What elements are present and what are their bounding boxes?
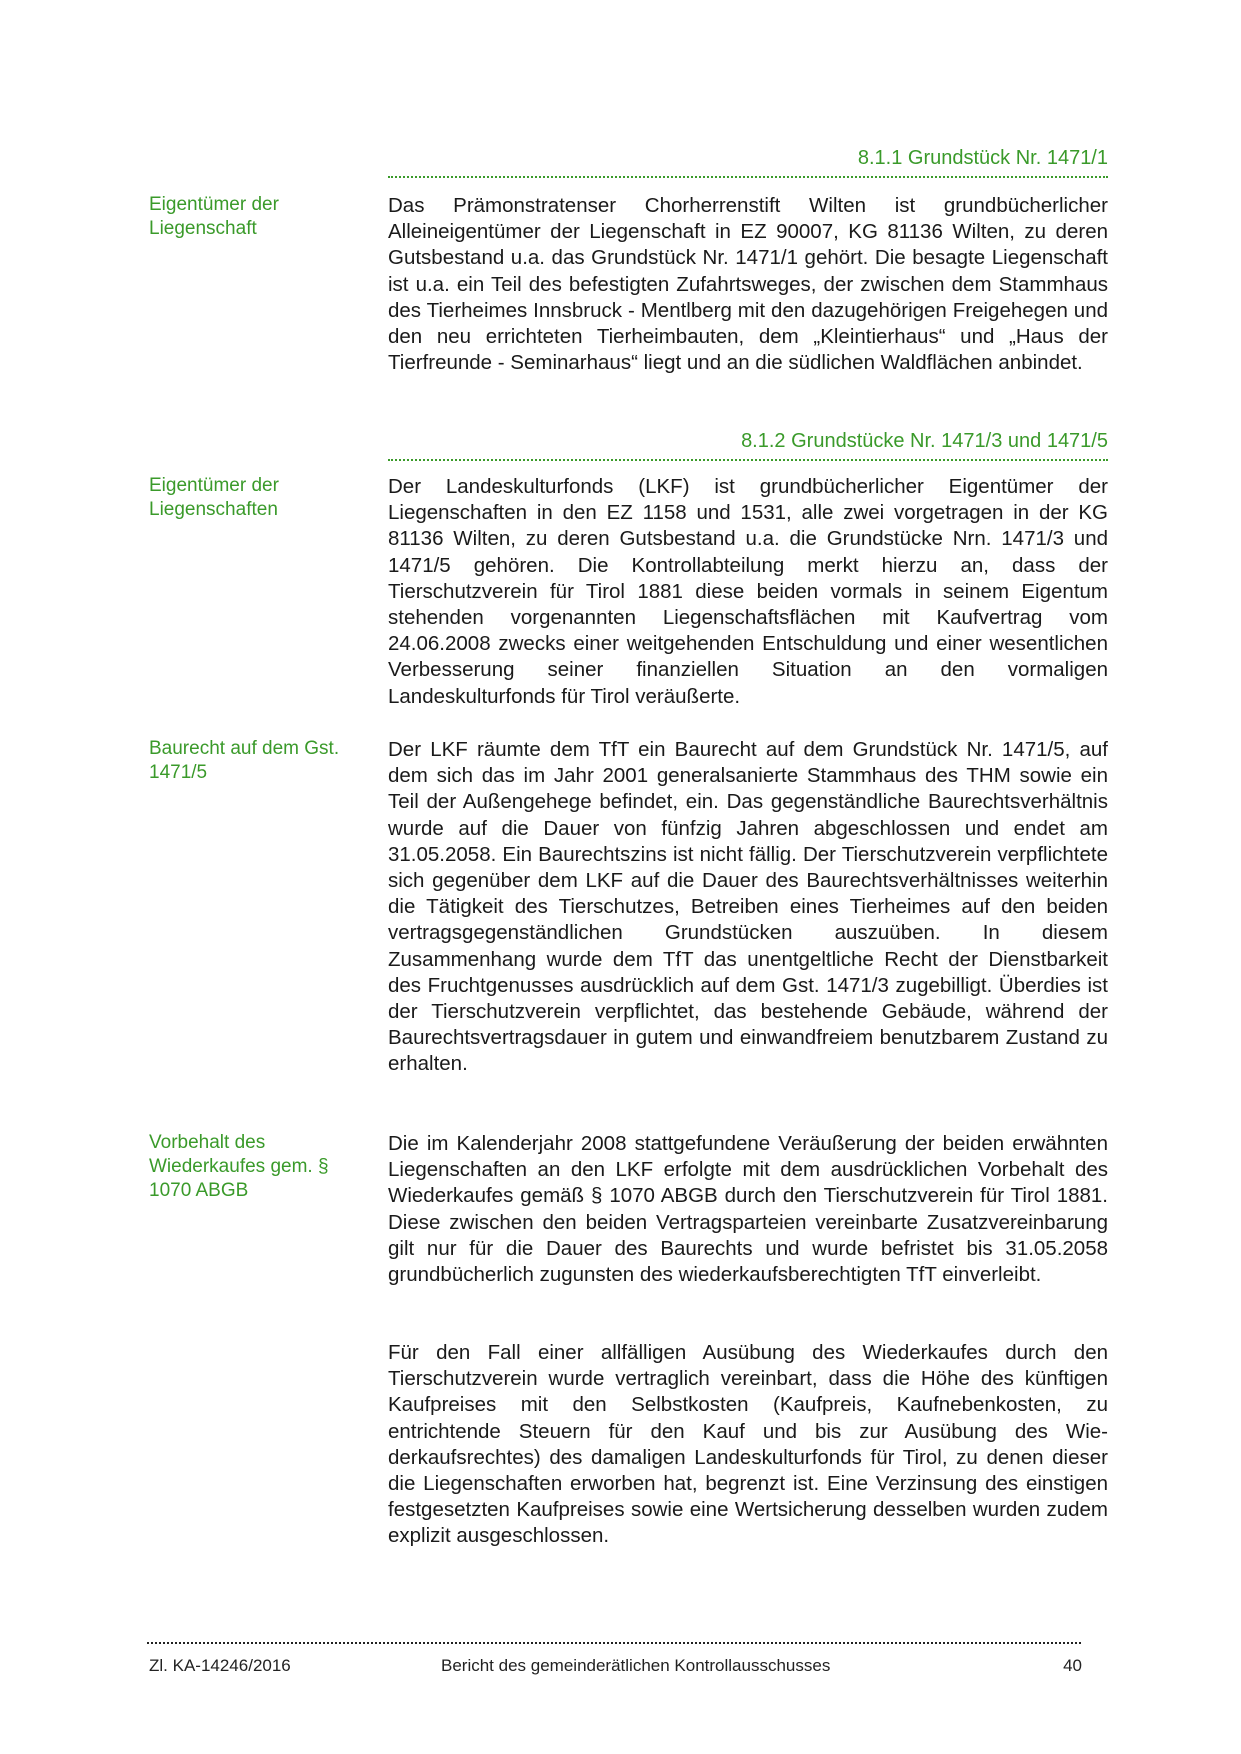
- section-heading-8-1-2: 8.1.2 Grundstücke Nr. 1471/3 und 1471/5: [388, 429, 1108, 461]
- margin-note-vorbehalt-wiederkauf: Vorbehalt des Wiederkaufes gem. § 1070 ABGB: [149, 1132, 329, 1201]
- margin-note-eigentuemer-liegenschaft: Eigentümer der Liegenschaft: [149, 194, 279, 239]
- footer-title: Bericht des gemeinderätlichen Kontrollausschusses: [441, 1656, 831, 1675]
- paragraph-eigentuemer-liegenschaften: Der Landeskulturfonds (LKF) ist grundbücherlicher Eigentümer der Liegenschaften in den EZ 1158 und 1531, alle zwei vorgetragen in der KG 81136 Wilten, zu deren Gutsbestand u.a. die Grundstücke Nrn. 1471/3 und 1471/5 gehören. Die Kontrollabteilung merkt hierzu an, dass der Tierschutzverein für Tirol 1881 diese beiden vormals in seinem Eigentum stehenden vorgenannten Liegenschaftsflächen mit Kaufvertrag vom 24.06.2008 zwecks einer weitgehenden Entschuldung und einer wesentlichen Verbesserung seiner finanziellen Situation an den vormaligen Landeskulturfonds für Tirol veräußerte.: [388, 475, 1108, 708]
- section-heading-8-1-1: 8.1.1 Grundstück Nr. 1471/1: [388, 146, 1108, 178]
- paragraph-eigentuemer-liegenschaft: Das Prämonstratenser Chorherrenstift Wilten ist grundbücherlicher Alleineigentümer der Liegenschaft in EZ 90007, KG 81136 Wilten, zu deren Gutsbestand u.a. das Grundstück Nr. 1471/1 gehört. Die besagte Liegenschaft ist u.a. ein Teil des befestigten Zufahrtsweges, der zwischen dem Stammhaus des Tierheimes Innsbruck - Mentlberg mit den dazugehörigen Freigehegen und den neu errichteten Tierheimbauten, dem „Kleintierhaus“ und „Haus der Tierfreunde - Seminarhaus“ liegt und an die südlichen Waldflächen anbindet.: [388, 194, 1108, 375]
- footer-divider: [147, 1642, 1081, 1644]
- page-number: 40: [1063, 1656, 1082, 1675]
- paragraph-wiederkauf-kaufpreis: Für den Fall einer allfälligen Ausübung des Wiederkaufes durch den Tierschutzverein wurde vertraglich vereinbart, dass die Höhe des künftigen Kaufpreises mit den Selbstkosten (Kaufpreis, Kaufnebenkosten, zu entrichtende Steuern für den Kauf und bis zur Ausübung des Wiederkaufsrechtes) des damaligen Landeskulturfonds für Tirol, zu denen dieser die Liegenschaften erworben hat, begrenzt ist. Eine Verzinsung des einstigen festgesetzten Kaufpreises sowie eine Wertsicherung desselben wurden zudem explizit ausgeschlossen.: [388, 1341, 1108, 1548]
- paragraph-baurecht: Der LKF räumte dem TfT ein Baurecht auf dem Grundstück Nr. 1471/5, auf dem sich das im Jahr 2001 generalsanierte Stammhaus des THM sowie ein Teil der Außengehege befindet, ein. Das gegenständliche Baurechtsverhältnis wurde auf die Dauer von fünfzig Jahren abgeschlossen und endet am 31.05.2058. Ein Baurechtszins ist nicht fällig. Der Tierschutzverein verpflichtete sich gegenüber dem LKF auf die Dauer des Baurechtsverhältnisses weiterhin die Tätigkeit des Tierschutzes, Betreiben eines Tierheimes auf den beiden vertragsgegenständlichen Grundstücken auszuüben. In diesem Zusammenhang wurde dem TfT das unentgeltliche Recht der Dienstbarkeit des Fruchtgenusses ausdrücklich auf dem Gst. 1471/3 zugebilligt. Überdies ist der Tierschutzverein verpflichtet, das bestehende Gebäude, während der Baurechtsvertragsdauer in gutem und einwandfreiem benutzbarem Zustand zu erhalten.: [388, 738, 1108, 1076]
- margin-note-eigentuemer-liegenschaften: Eigentümer der Liegenschaften: [149, 475, 279, 520]
- paragraph-vorbehalt-wiederkauf: Die im Kalenderjahr 2008 stattgefundene Veräußerung der beiden erwähnten Liegenschaften an den LKF erfolgte mit dem ausdrücklichen Vorbehalt des Wiederkaufes gemäß § 1070 ABGB durch den Tierschutzverein für Tirol 1881. Diese zwischen den beiden Vertragsparteien vereinbarte Zusatzvereinbarung gilt nur für die Dauer des Baurechts und wurde befristet bis 31.05.2058 grundbücherlich zugunsten des wiederkaufsberechtigten TfT einverleibt.: [388, 1132, 1108, 1287]
- footer-reference: Zl. KA-14246/2016: [149, 1656, 291, 1675]
- margin-note-baurecht: Baurecht auf dem Gst. 1471/5: [149, 738, 340, 783]
